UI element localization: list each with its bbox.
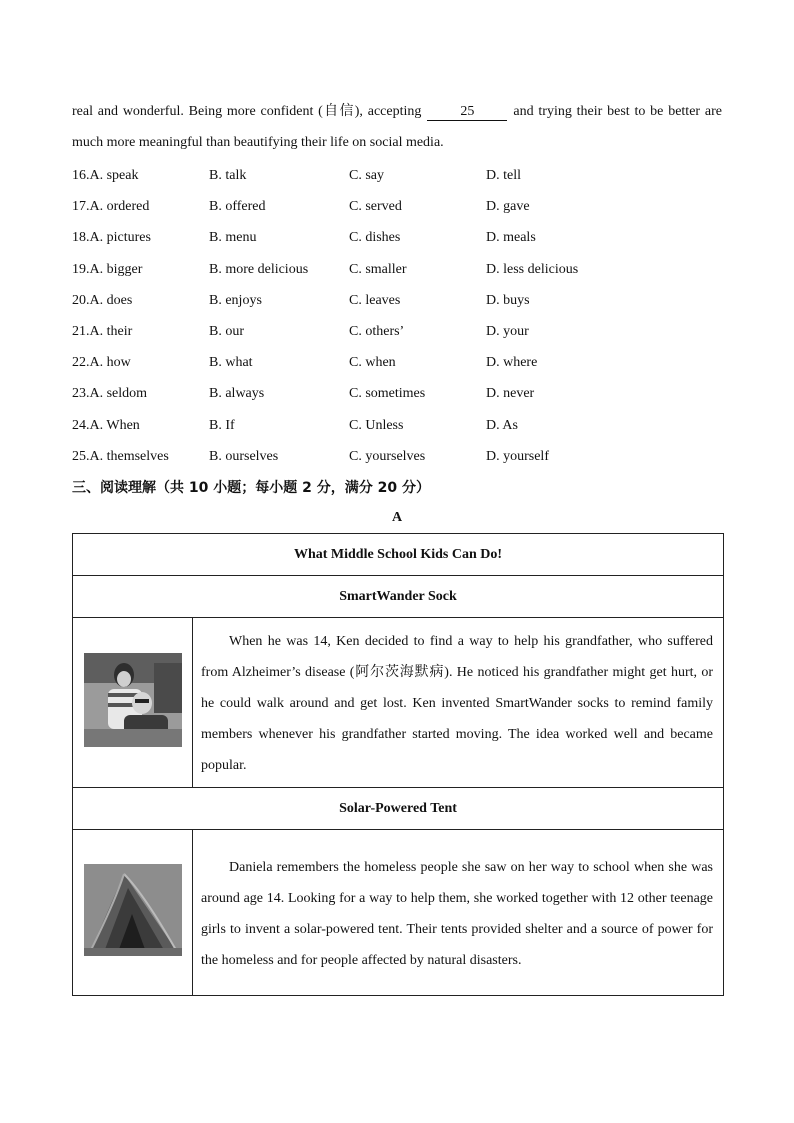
- intro-text-end: and trying their best to be better are much more meaningful than beautifying their life on social media.: [72, 104, 722, 150]
- option-b: B. our: [209, 323, 244, 339]
- item-text-tent: [193, 830, 724, 996]
- option-a: 20.A. does: [72, 292, 133, 308]
- option-b: B. talk: [209, 168, 247, 183]
- option-b: B. what: [209, 355, 253, 371]
- option-a: 17.A. ordered: [72, 199, 150, 215]
- option-a: 18.A. pictures: [72, 230, 151, 246]
- option-b: B. menu: [209, 230, 257, 246]
- option-c: C. dishes: [349, 230, 401, 246]
- option-d: D. buys: [486, 292, 530, 308]
- option-d: D. yourself: [486, 448, 549, 464]
- tent-photo: [84, 864, 182, 956]
- item-heading-row-2: [73, 788, 724, 830]
- option-c: C. yourselves: [349, 448, 426, 464]
- blank-25: 25: [427, 104, 507, 121]
- intro-text-start: real and wonderful. Being more confident (自信), accepting: [72, 104, 422, 119]
- option-row: [72, 347, 722, 378]
- option-c: C. leaves: [349, 292, 401, 308]
- option-b: B. ourselves: [209, 448, 279, 464]
- option-a: 25.A. themselves: [72, 448, 169, 464]
- option-c: C. sometimes: [349, 386, 426, 402]
- option-row: [72, 316, 722, 347]
- option-row: [72, 191, 722, 222]
- tent-description: Daniela remembers the homeless people she saw on her way to school when she was around age 14. Looking for a way to help them, she worked together with 12 other teenage girls to invent a solar-powered tent. Their tents provided shelter and a source of power for the homeless and for people affected by natural disasters.: [201, 859, 713, 968]
- option-row: [72, 160, 722, 191]
- option-d: D. never: [486, 386, 535, 402]
- photo-cell-2: [73, 830, 193, 996]
- option-d: D. your: [486, 323, 529, 339]
- section-heading: 三、阅读理解（共 10 小题；每小题 2 分，满分 20 分）: [72, 480, 430, 496]
- option-c: C. others’: [349, 323, 405, 339]
- option-b: B. If: [209, 417, 235, 433]
- option-row: [72, 222, 722, 253]
- sock-description: When he was 14, Ken decided to find a way to help his grandfather, who suffered from Alzheimer’s disease (阿尔茨海默病). He noticed his grandfather might get hurt, or he could walk around and get lost. Ken invented SmartWander socks to remind family members whenever his grandfather started moving. The idea worked well and became popular.: [201, 634, 713, 773]
- option-d: D. gave: [486, 199, 530, 215]
- option-d: D. As: [486, 417, 518, 433]
- item-row-sock: [73, 618, 724, 788]
- option-b: B. enjoys: [209, 292, 262, 308]
- option-c: C. say: [349, 168, 384, 183]
- item-heading-row: [73, 576, 724, 618]
- ken-grandfather-photo: [84, 653, 182, 747]
- option-row: [72, 254, 722, 285]
- option-a: 16.A. speak: [72, 168, 139, 183]
- option-d: D. less delicious: [486, 261, 579, 277]
- option-row: [72, 285, 722, 316]
- option-d: D. meals: [486, 230, 536, 246]
- option-a: 22.A. how: [72, 355, 131, 371]
- item-heading-tent: Solar-Powered Tent: [73, 788, 724, 830]
- passage-intro: [72, 96, 722, 158]
- option-b: B. offered: [209, 199, 266, 215]
- item-row-tent: [73, 830, 724, 996]
- table-title-row: [73, 534, 724, 576]
- item-heading-sock: SmartWander Sock: [73, 576, 724, 618]
- photo-cell: [73, 618, 193, 788]
- option-a: 21.A. their: [72, 323, 133, 339]
- option-b: B. always: [209, 386, 265, 402]
- option-b: B. more delicious: [209, 261, 309, 277]
- option-c: C. Unless: [349, 417, 404, 433]
- option-row: [72, 410, 722, 441]
- item-text-sock: [193, 618, 724, 788]
- option-d: D. where: [486, 355, 538, 371]
- option-row: [72, 378, 722, 409]
- option-a: 23.A. seldom: [72, 386, 148, 402]
- option-c: C. served: [349, 199, 402, 215]
- table-title: What Middle School Kids Can Do!: [73, 534, 724, 576]
- option-c: C. when: [349, 355, 396, 371]
- option-d: D. tell: [486, 168, 521, 183]
- options-list: [72, 160, 722, 472]
- option-row: [72, 441, 722, 472]
- kids-table: [72, 533, 724, 996]
- tent-illustration: [84, 864, 182, 956]
- option-c: C. smaller: [349, 261, 407, 277]
- passage-label: A: [391, 510, 403, 525]
- option-a: 24.A. When: [72, 417, 140, 433]
- photo-illustration: [84, 653, 182, 747]
- option-a: 19.A. bigger: [72, 261, 143, 277]
